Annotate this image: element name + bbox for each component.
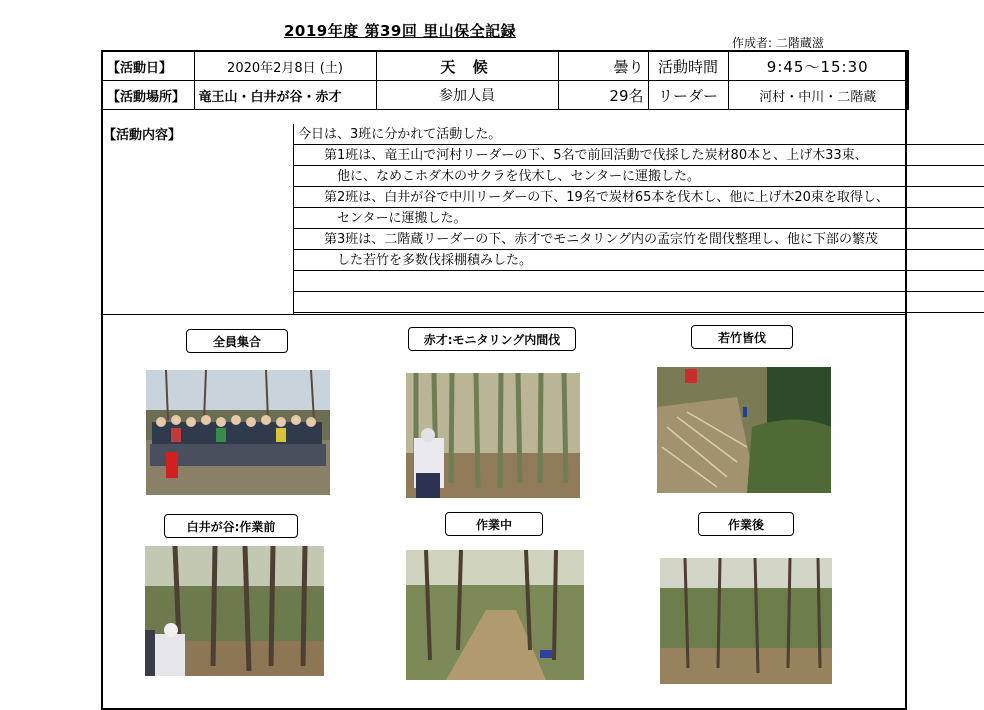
young-bamboo-cut-photo-icon bbox=[657, 367, 831, 493]
content-label: 【活動内容】 bbox=[103, 128, 182, 143]
photo-caption: 作業中 bbox=[445, 512, 543, 536]
info-table bbox=[101, 50, 909, 110]
time-label: 活動時間 bbox=[648, 51, 728, 81]
date-value: 2020年2月8日 (土) bbox=[194, 51, 376, 81]
weather-label: 天 候 bbox=[376, 51, 558, 81]
forest-after-photo-icon bbox=[660, 558, 832, 684]
participants-value: 29名 bbox=[558, 81, 648, 110]
date-label: 【活動日】 bbox=[102, 51, 194, 81]
leader-label: リーダー bbox=[648, 81, 728, 110]
author: 作成者: 二階蔵滋 bbox=[732, 36, 824, 50]
content-line: 第2班は、白井が谷で中川リーダーの下、19名で炭材65本を伐木し、他に上げ木20束を取得し、 bbox=[294, 187, 984, 208]
content-bottom-rule bbox=[101, 314, 907, 315]
bamboo-thinning-photo-icon bbox=[406, 373, 580, 498]
content-line: 他に、なめこホダ木のサクラを伐木し、センターに運搬した。 bbox=[294, 166, 984, 187]
content-line bbox=[294, 271, 984, 292]
content-line: 今日は、3班に分かれて活動した。 bbox=[294, 124, 984, 145]
document-title: 2019年度 第39回 里山保全記録 bbox=[284, 22, 517, 40]
photo-caption: 若竹皆伐 bbox=[691, 325, 793, 349]
photo-caption: 赤才:モニタリング内間伐 bbox=[408, 327, 576, 351]
photo-caption: 白井が谷:作業前 bbox=[164, 514, 298, 538]
forest-working-photo-icon bbox=[406, 550, 584, 680]
leader-value: 河村・中川・二階蔵 bbox=[728, 81, 908, 110]
time-value: 9:45〜15:30 bbox=[728, 51, 908, 81]
content-line: 第1班は、竜王山で河村リーダーの下、5名で前回活動で伐採した炭材80本と、上げ木33束、 bbox=[294, 145, 984, 166]
content-line: した若竹を多数伐採棚積みした。 bbox=[294, 250, 984, 271]
content-line bbox=[294, 292, 984, 313]
forest-before-photo-icon bbox=[145, 546, 324, 676]
participants-label: 参加人員 bbox=[376, 81, 558, 110]
photo-caption: 全員集合 bbox=[186, 329, 288, 353]
place-label: 【活動場所】 bbox=[102, 81, 194, 110]
info-row-date bbox=[102, 51, 908, 81]
photo-caption: 作業後 bbox=[698, 512, 794, 536]
group-photo-icon bbox=[146, 370, 330, 495]
info-row-place bbox=[102, 81, 908, 110]
weather-value: 曇り bbox=[558, 51, 648, 81]
place-value: 竜王山・白井が谷・赤才 bbox=[194, 81, 376, 110]
content-line: 第3班は、二階蔵リーダーの下、赤才でモニタリング内の孟宗竹を間伐整理し、他に下部の繁茂 bbox=[294, 229, 984, 250]
content-line: センターに運搬した。 bbox=[294, 208, 984, 229]
